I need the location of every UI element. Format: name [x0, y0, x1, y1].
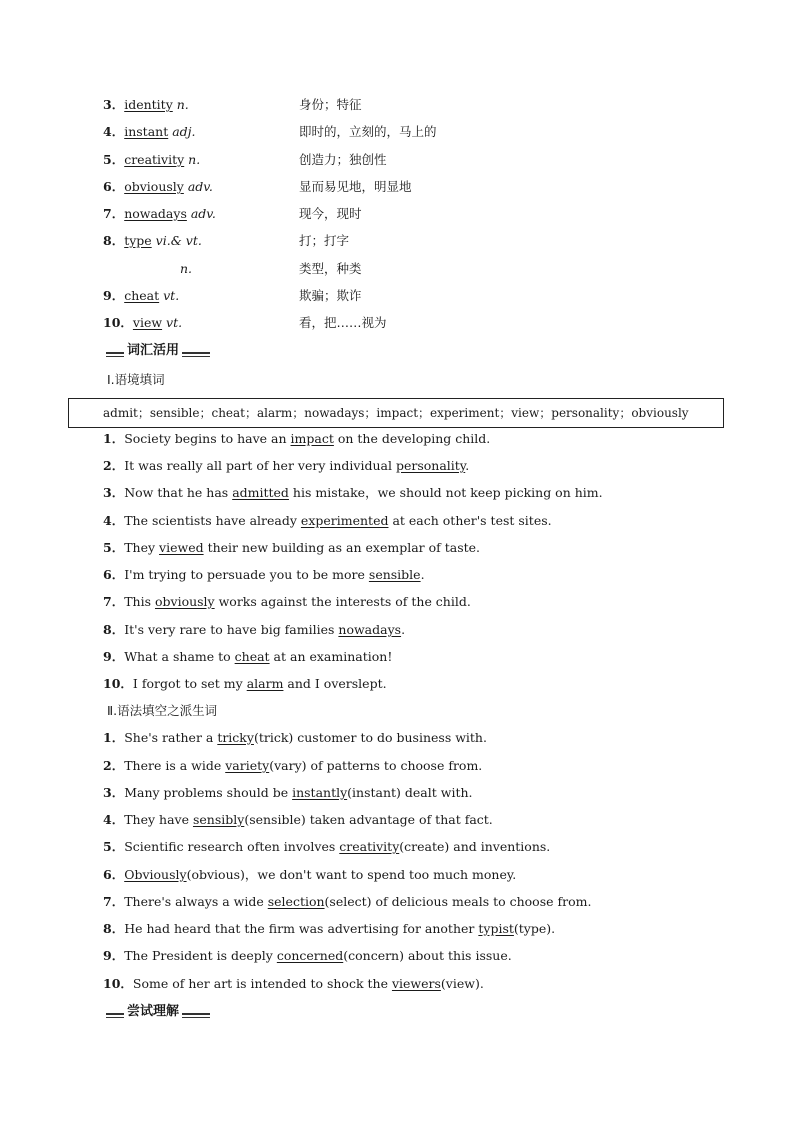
question-item: 4．The scientists have already experimented at each other's test sites.	[103, 513, 552, 528]
vocab-meaning: 看，把……视为	[299, 315, 387, 330]
word-bank-box: admit；sensible；cheat；alarm；nowadays；impact；experiment；view；personality；obviously	[68, 398, 724, 428]
vocab-meaning: 即时的，立刻的，马上的	[299, 124, 437, 139]
vocab-item: 3．identity n.	[103, 97, 189, 112]
section-title: Ⅰ.语境填词	[107, 372, 165, 387]
question-item: 2．There is a wide variety(vary) of patterns to choose from.	[103, 758, 483, 773]
vocab-item: 7．nowadays adv.	[103, 206, 216, 221]
vocab-item: n.	[180, 261, 193, 276]
vocab-item: 9．cheat vt.	[103, 288, 180, 303]
vocab-meaning: 类型，种类	[299, 261, 362, 276]
question-item: 9．What a shame to cheat at an examination!	[103, 649, 393, 664]
vocab-meaning: 显而易见地，明显地	[299, 179, 412, 194]
question-item: 2．It was really all part of her very individual personality.	[103, 458, 470, 473]
question-item: 7．This obviously works against the interests of the child.	[103, 594, 471, 609]
question-item: 3．Many problems should be instantly(instant) dealt with.	[103, 785, 473, 800]
question-item: 3．Now that he has admitted his mistake，we should not keep picking on him.	[103, 485, 603, 500]
question-item: 9．The President is deeply concerned(concern) about this issue.	[103, 948, 512, 963]
vocab-meaning: 现今，现时	[299, 206, 362, 221]
vocab-item: 8．type vi.& vt.	[103, 233, 202, 248]
question-item: 6．Obviously(obvious)，we don't want to spend too much money.	[103, 867, 517, 882]
vocab-meaning: 身份；特征	[299, 97, 362, 112]
question-item: 4．They have sensibly(sensible) taken advantage of that fact.	[103, 812, 493, 827]
vocab-item: 10．view vt.	[103, 315, 183, 330]
section-banner: 词汇活用	[106, 343, 210, 359]
section-banner: 尝试理解	[106, 1004, 210, 1020]
vocab-item: 6．obviously adv.	[103, 179, 213, 194]
question-item: 8．It's very rare to have big families nowadays.	[103, 622, 406, 637]
question-item: 8．He had heard that the firm was advertising for another typist(type).	[103, 921, 556, 936]
question-item: 5．Scientific research often involves creativity(create) and inventions.	[103, 839, 551, 854]
question-item: 1．Society begins to have an impact on the developing child.	[103, 431, 491, 446]
question-item: 7．There's always a wide selection(select) of delicious meals to choose from.	[103, 894, 592, 909]
question-item: 10．Some of her art is intended to shock the viewers(view).	[103, 976, 484, 991]
question-item: 1．She's rather a tricky(trick) customer to do business with.	[103, 730, 487, 745]
vocab-meaning: 打；打字	[299, 233, 350, 248]
vocab-item: 4．instant adj.	[103, 124, 196, 139]
question-item: 6．I'm trying to persuade you to be more sensible.	[103, 567, 425, 582]
vocab-meaning: 创造力；独创性	[299, 152, 387, 167]
vocab-item: 5．creativity n.	[103, 152, 201, 167]
vocab-meaning: 欺骗；欺诈	[299, 288, 362, 303]
section-title: Ⅱ.语法填空之派生词	[107, 703, 218, 718]
question-item: 10．I forgot to set my alarm and I overslept.	[103, 676, 387, 691]
question-item: 5．They viewed their new building as an exemplar of taste.	[103, 540, 481, 555]
